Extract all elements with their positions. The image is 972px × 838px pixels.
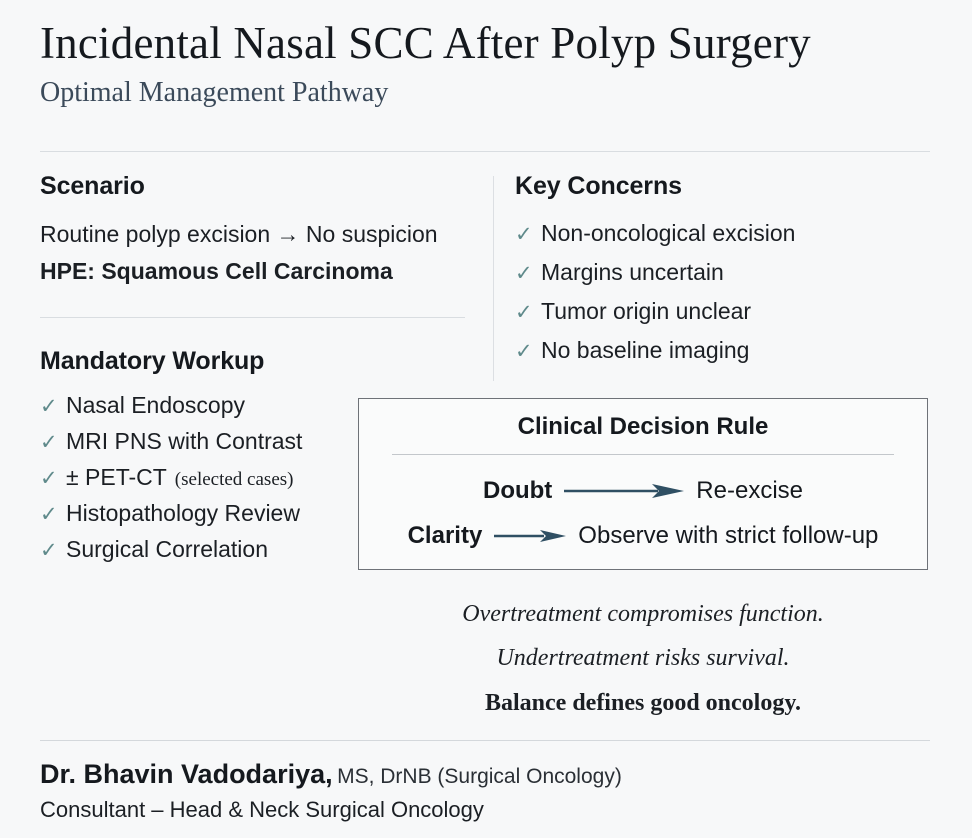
concern-item-label: No baseline imaging xyxy=(541,337,750,363)
arrow-right-icon xyxy=(562,483,686,499)
quote-block xyxy=(358,592,928,725)
check-icon: ✓ xyxy=(40,395,58,418)
decision-condition: Clarity xyxy=(407,521,483,549)
header-divider xyxy=(40,151,930,152)
author-role: Consultant – Head & Neck Surgical Oncology xyxy=(40,796,484,822)
concerns-list xyxy=(515,220,925,364)
page-subtitle: Optimal Management Pathway xyxy=(40,77,389,109)
check-icon: ✓ xyxy=(515,340,533,363)
check-icon: ✓ xyxy=(515,301,533,324)
decision-action: Observe with strict follow-up xyxy=(578,521,879,549)
right-column xyxy=(515,172,925,364)
concern-item-label: Tumor origin unclear xyxy=(541,298,752,324)
workup-item-label: Surgical Correlation xyxy=(66,536,268,562)
concern-item-label: Margins uncertain xyxy=(541,259,724,285)
quote-line-1: Overtreatment compromises function. xyxy=(462,601,824,627)
list-item xyxy=(515,259,925,286)
list-item xyxy=(515,298,925,325)
decision-condition: Doubt xyxy=(482,476,553,504)
header xyxy=(40,18,930,110)
workup-heading: Mandatory Workup xyxy=(40,347,265,375)
workup-item-note: (selected cases) xyxy=(174,469,294,490)
quote-line-2: Undertreatment risks survival. xyxy=(496,645,790,672)
workup-item-label: ± PET-CT xyxy=(66,464,167,490)
author-line xyxy=(40,758,930,792)
list-item xyxy=(515,337,925,364)
decision-row-doubt xyxy=(359,468,927,513)
clinical-decision-rule-box xyxy=(358,398,928,570)
decision-box-title: Clinical Decision Rule xyxy=(517,413,769,440)
decision-box-divider xyxy=(392,454,894,455)
check-icon: ✓ xyxy=(515,223,533,246)
author-credentials: MS, DrNB (Surgical Oncology) xyxy=(337,765,622,788)
check-icon: ✓ xyxy=(515,262,533,285)
decision-row-clarity xyxy=(359,513,927,558)
concern-item-label: Non-oncological excision xyxy=(541,220,796,246)
scenario-line-2: HPE: Squamous Cell Carcinoma xyxy=(40,258,393,284)
column-vertical-divider xyxy=(493,176,494,381)
page-title: Incidental Nasal SCC After Polyp Surgery xyxy=(40,18,811,68)
workup-item-label: Histopathology Review xyxy=(66,500,300,526)
workup-item-label: Nasal Endoscopy xyxy=(66,392,245,418)
check-icon: ✓ xyxy=(40,539,58,562)
arrow-right-icon xyxy=(492,528,568,544)
check-icon: ✓ xyxy=(40,467,58,490)
list-item xyxy=(515,220,925,247)
workup-item-label: MRI PNS with Contrast xyxy=(66,428,303,454)
quote-line-3: Balance defines good oncology. xyxy=(484,689,802,716)
check-icon: ✓ xyxy=(40,431,58,454)
author-name: Dr. Bhavin Vadodariya, xyxy=(40,759,333,789)
footer xyxy=(40,758,930,823)
concerns-heading: Key Concerns xyxy=(515,172,682,200)
check-icon: ✓ xyxy=(40,503,58,526)
left-column-divider xyxy=(40,317,465,318)
scenario-heading: Scenario xyxy=(40,172,145,200)
decision-action: Re-excise xyxy=(696,476,803,504)
scenario-line-1: Routine polyp excision → No suspicion xyxy=(40,221,438,247)
footer-divider xyxy=(40,740,930,741)
decision-rows xyxy=(359,468,927,558)
